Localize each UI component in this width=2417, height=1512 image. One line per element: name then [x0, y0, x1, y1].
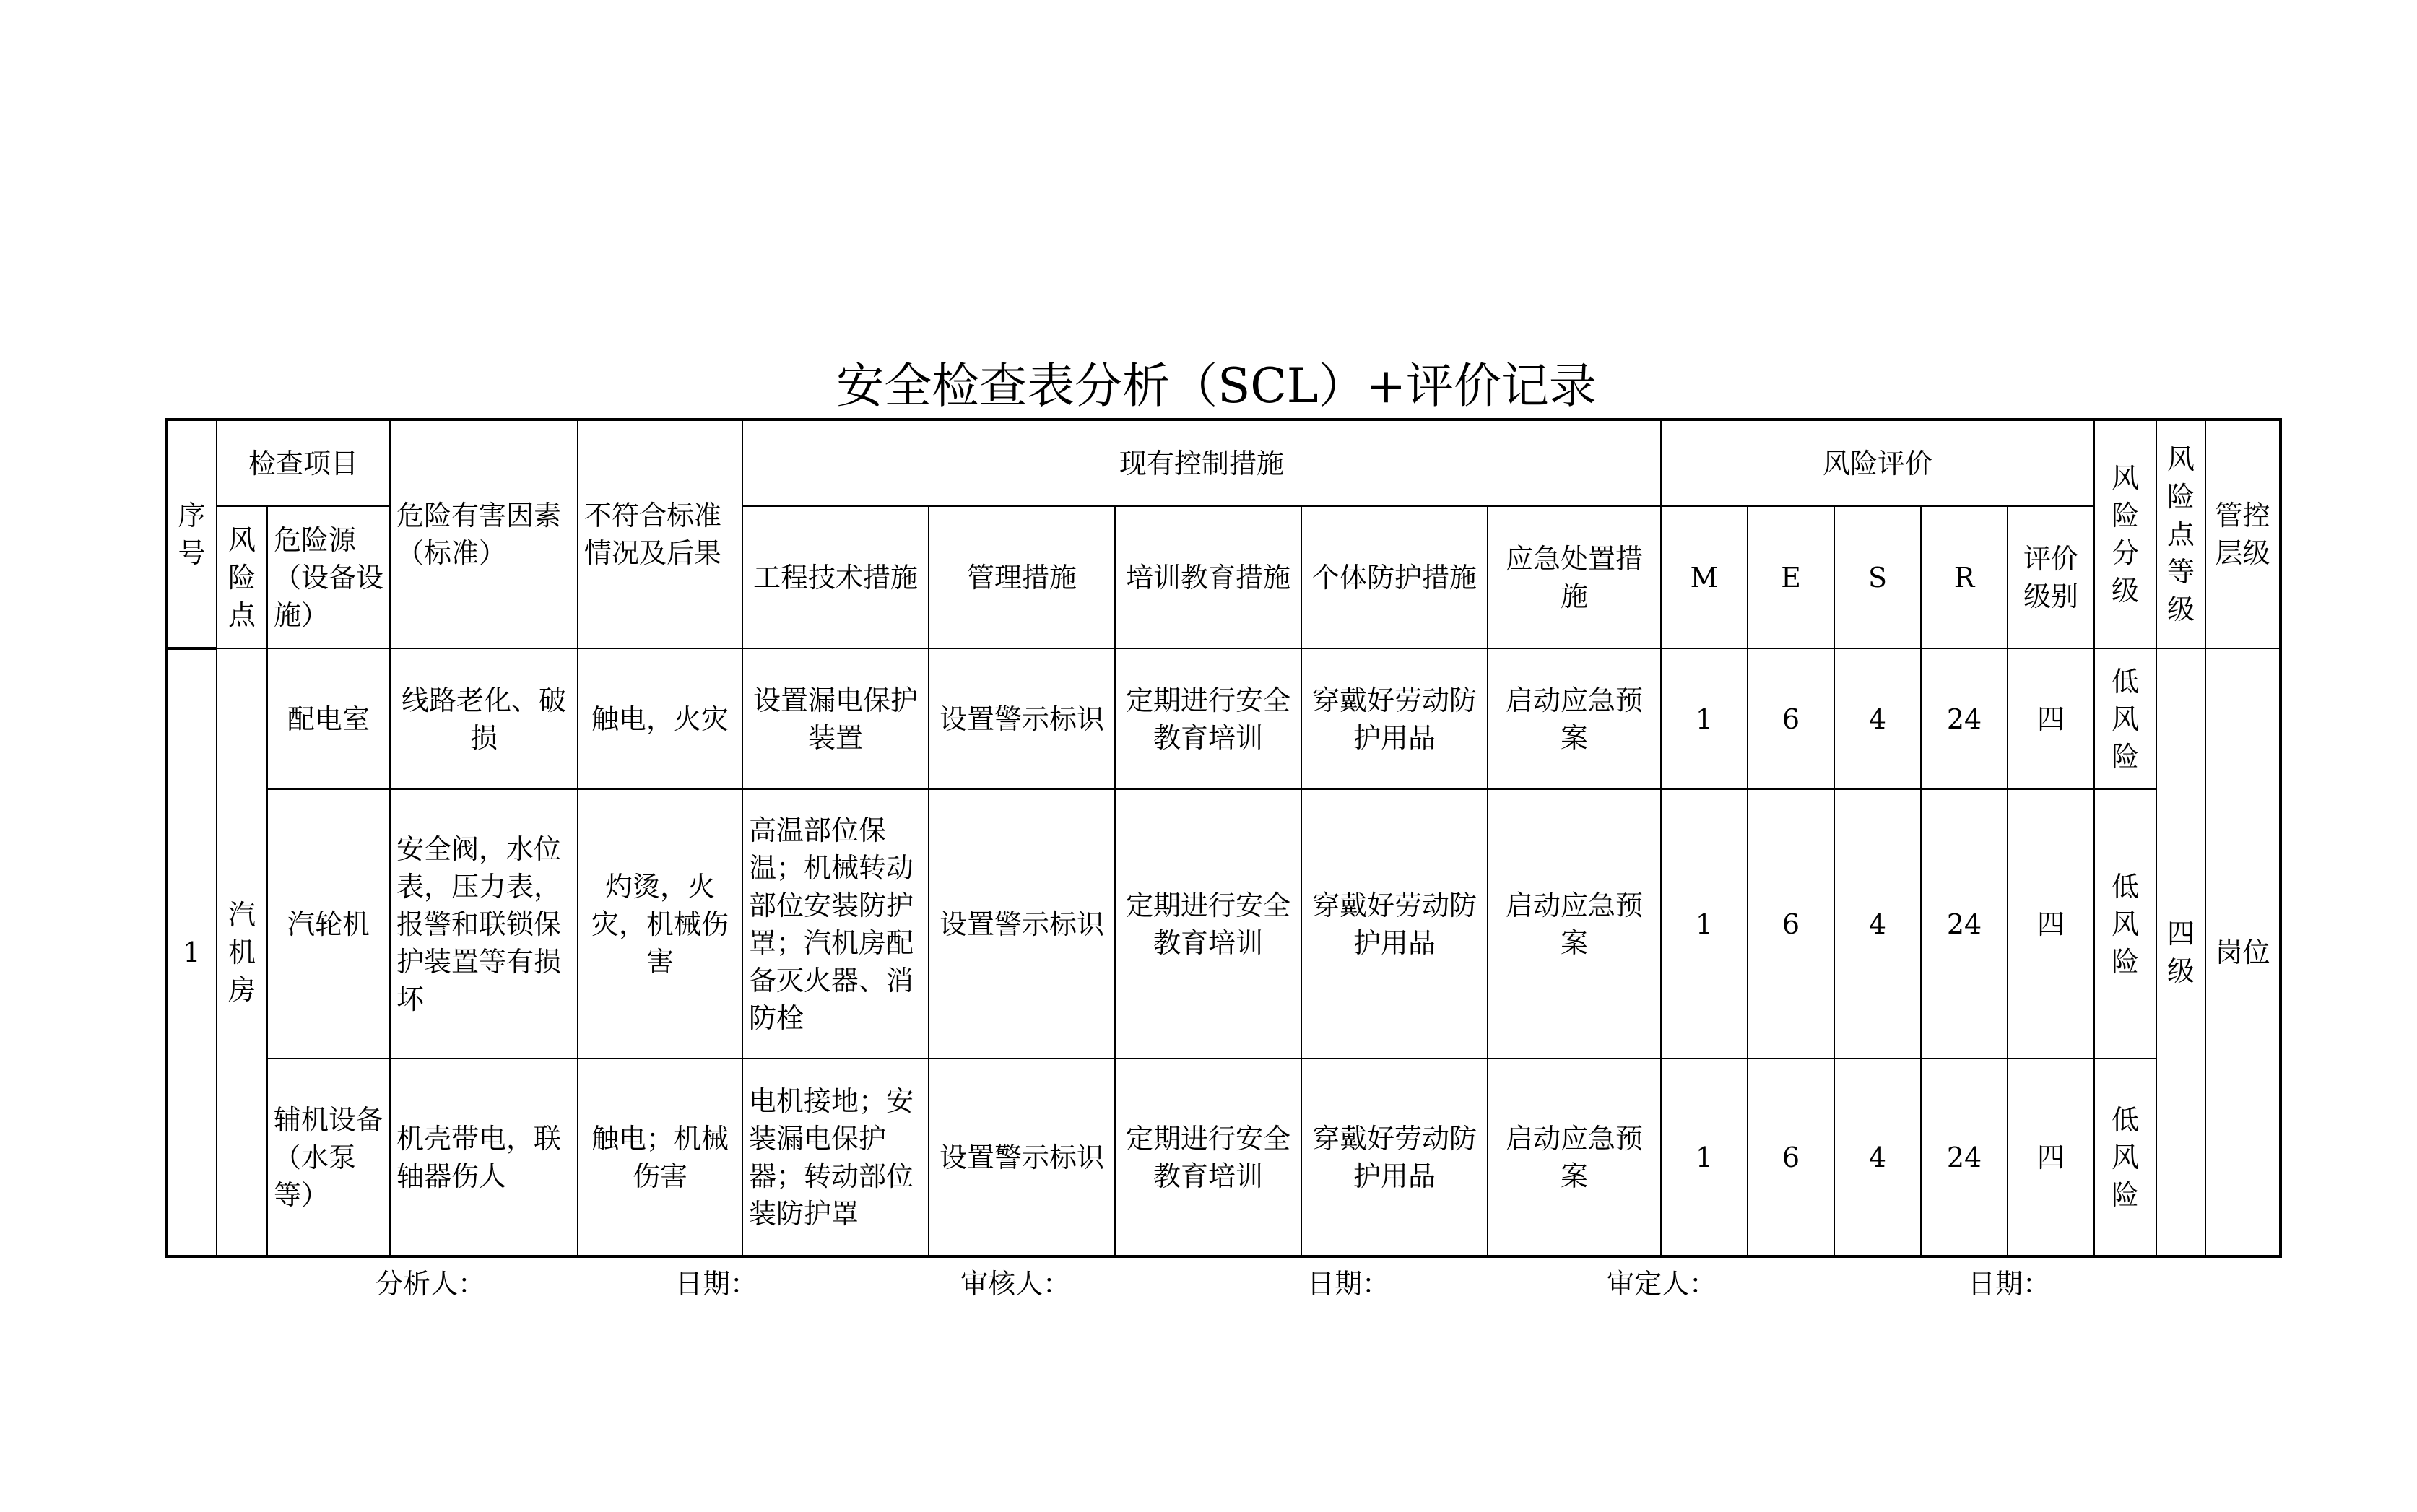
- cell-nonconformity: 灼烫，火灾，机械伤害: [578, 789, 742, 1059]
- cell-s: 4: [1834, 789, 1921, 1059]
- cell-ppe: 穿戴好劳动防护用品: [1301, 648, 1488, 789]
- cell-e: 6: [1748, 648, 1834, 789]
- cell-r: 24: [1921, 1059, 2008, 1256]
- cell-eval-level: 四: [2008, 1059, 2094, 1256]
- cell-risk-grade: 低风险: [2094, 648, 2156, 789]
- cell-hazard-source: 辅机设备（水泵等）: [267, 1059, 390, 1256]
- cell-management: 设置警示标识: [929, 789, 1115, 1059]
- cell-training: 定期进行安全教育培训: [1115, 789, 1301, 1059]
- header-existing-controls: 现有控制措施: [742, 420, 1661, 506]
- cell-e: 6: [1748, 789, 1834, 1059]
- header-check-item: 检查项目: [217, 420, 390, 506]
- cell-engineering: 电机接地；安装漏电保护器；转动部位装防护罩: [742, 1059, 929, 1256]
- cell-engineering: 高温部位保温；机械转动部位安装防护罩；汽机房配备灭火器、消防栓: [742, 789, 929, 1059]
- cell-risk-point: 汽机房: [217, 648, 267, 1256]
- header-engineering: 工程技术措施: [742, 506, 929, 648]
- header-e: E: [1748, 506, 1834, 648]
- header-risk-grade: 风险分级: [2094, 420, 2156, 648]
- header-hazard-source: 危险源（设备设施）: [267, 506, 390, 648]
- cell-hazard-factor: 机壳带电，联轴器伤人: [390, 1059, 578, 1256]
- cell-ppe: 穿戴好劳动防护用品: [1301, 1059, 1488, 1256]
- table-row: [166, 789, 2281, 1059]
- review-date-label: 日期：: [1307, 1268, 1390, 1300]
- header-m: M: [1661, 506, 1748, 648]
- header-training: 培训教育措施: [1115, 506, 1301, 648]
- header-ppe: 个体防护措施: [1301, 506, 1488, 648]
- cell-r: 24: [1921, 648, 2008, 789]
- cell-eval-level: 四: [2008, 789, 2094, 1059]
- cell-hazard-source: 汽轮机: [267, 789, 390, 1059]
- table-row: [166, 648, 2281, 789]
- cell-s: 4: [1834, 648, 1921, 789]
- cell-hazard-source: 配电室: [267, 648, 390, 789]
- header-management: 管理措施: [929, 506, 1115, 648]
- cell-m: 1: [1661, 1059, 1748, 1256]
- header-nonconformity: 不符合标准情况及后果: [578, 420, 742, 648]
- cell-ppe: 穿戴好劳动防护用品: [1301, 789, 1488, 1059]
- header-r: R: [1921, 506, 2008, 648]
- cell-seq: 1: [166, 648, 217, 1256]
- approver-label: 审定人：: [1607, 1268, 1717, 1300]
- cell-emergency: 启动应急预案: [1488, 648, 1661, 789]
- cell-nonconformity: 触电，火灾: [578, 648, 742, 789]
- header-hazard-factor: 危险有害因素（标准）: [390, 420, 578, 648]
- cell-m: 1: [1661, 789, 1748, 1059]
- header-s: S: [1834, 506, 1921, 648]
- analysis-date-label: 日期：: [675, 1268, 758, 1300]
- analyst-label: 分析人：: [376, 1268, 486, 1300]
- cell-risk-grade: 低风险: [2094, 1059, 2156, 1256]
- reviewer-label: 审核人：: [960, 1268, 1071, 1300]
- header-emergency: 应急处置措施: [1488, 506, 1661, 648]
- cell-engineering: 设置漏电保护装置: [742, 648, 929, 789]
- cell-control-level: 岗位: [2205, 648, 2281, 1256]
- cell-e: 6: [1748, 1059, 1834, 1256]
- cell-emergency: 启动应急预案: [1488, 789, 1661, 1059]
- cell-s: 4: [1834, 1059, 1921, 1256]
- header-seq: 序号: [166, 420, 217, 648]
- table-row: [166, 1059, 2281, 1256]
- header-point-level: 风险点等级: [2156, 420, 2205, 648]
- cell-eval-level: 四: [2008, 648, 2094, 789]
- cell-point-level: 四级: [2156, 648, 2205, 1256]
- cell-m: 1: [1661, 648, 1748, 789]
- header-eval-level: 评价级别: [2008, 506, 2094, 648]
- cell-hazard-factor: 安全阀，水位表，压力表，报警和联锁保护装置等有损坏: [390, 789, 578, 1059]
- cell-management: 设置警示标识: [929, 1059, 1115, 1256]
- cell-hazard-factor: 线路老化、破损: [390, 648, 578, 789]
- cell-management: 设置警示标识: [929, 648, 1115, 789]
- scl-table: [165, 418, 2282, 1258]
- cell-risk-grade: 低风险: [2094, 789, 2156, 1059]
- approval-date-label: 日期：: [1968, 1268, 2051, 1300]
- document-title: 安全检查表分析（SCL）+评价记录: [836, 358, 1597, 414]
- header-control-level: 管控层级: [2205, 420, 2281, 648]
- cell-nonconformity: 触电；机械伤害: [578, 1059, 742, 1256]
- header-risk-eval: 风险评价: [1661, 420, 2094, 506]
- cell-training: 定期进行安全教育培训: [1115, 648, 1301, 789]
- header-risk-point: 风险点: [217, 506, 267, 648]
- cell-emergency: 启动应急预案: [1488, 1059, 1661, 1256]
- cell-r: 24: [1921, 789, 2008, 1059]
- cell-training: 定期进行安全教育培训: [1115, 1059, 1301, 1256]
